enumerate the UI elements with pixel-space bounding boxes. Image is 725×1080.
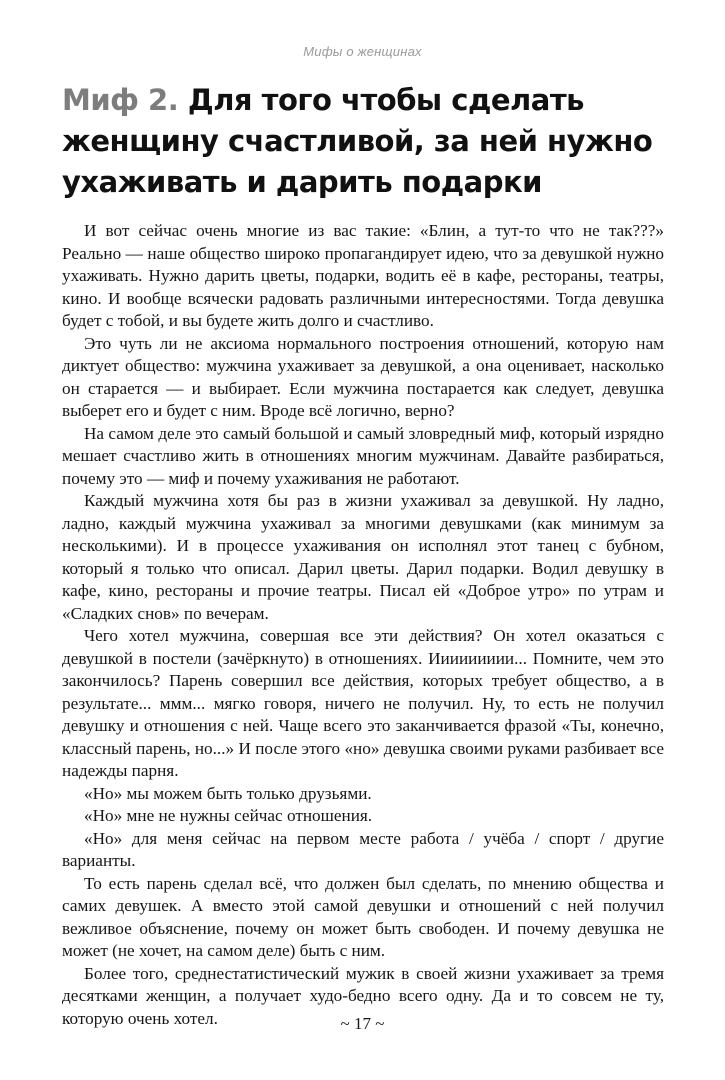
running-header: Мифы о женщинах: [303, 44, 422, 59]
paragraph: То есть парень сделал всё, что должен был сделать, по мнению общества и самих девушек. А вместо этой самой девушки и отношений с ней получил вежливое объяснение, почему он может быть свободен. И почему девушка не может (не хочет, на самом деле) быть с ним.: [62, 873, 664, 960]
paragraph: Каждый мужчина хотя бы раз в жизни ухаживал за девушкой. Ну ладно, ладно, каждый мужчина ухаживал за многими девушками (как минимум за несколькими). И в процессе ухаживания он исполнял этот танец с бубном, который я только что описал. Дарил цветы. Дарил подарки. Водил девушку в кафе, кино, рестораны и прочие театры. Писал ей «Доброе утро» по утрам и «Сладких снов» по вечерам.: [62, 491, 664, 623]
paragraph: Это чуть ли не аксиома нормального построения отношений, которую нам диктует общество: мужчина ухаживает за девушкой, а она оценивает, насколько он старается — и выбирает. Если мужчина постарается как следует, девушка выберет его и будет с ним. Вроде всё логично, верно?: [62, 333, 664, 420]
paragraph: «Но» мне не нужны сейчас отношения.: [84, 806, 373, 825]
myth-label: Миф 2.: [62, 83, 179, 117]
body-text: [62, 220, 664, 1030]
paragraph: «Но» для меня сейчас на первом месте работа / учёба / спорт / другие варианты.: [62, 828, 664, 870]
paragraph: Чего хотел мужчина, совершая все эти действия? Он хотел оказаться с девушкой в постели (зачёркнуто) в отношениях. Иииииииии... Помните, чем это закончилось? Парень совершил все действия, которых требует общество, а в результате... ммм... мягко говоря, ничего не получил. Ну, то есть не получил девушку и отношения с ней. Чаще всего это заканчивается фразой «Ты, конечно, классный парень, но...» И после этого «но» девушка своими руками разбивает все надежды парня.: [62, 626, 664, 780]
paragraph: На самом деле это самый большой и самый зловредный миф, который изрядно мешает счастливо жить в отношениях многим мужчинам. Давайте разбираться, почему это — миф и почему ухаживания не работают.: [62, 423, 664, 488]
paragraph: И вот сейчас очень многие из вас такие: «Блин, а тут-то что не так???» Реально — наше общество широко пропагандирует идею, что за девушкой нужно ухаживать. Нужно дарить цветы, подарки, водить её в кафе, рестораны, театры, кино. И вообще всячески радовать различными интересностями. Тогда девушка будет с тобой, и вы будете жить долго и счастливо.: [62, 221, 664, 330]
chapter-heading: [62, 80, 682, 203]
paragraph: «Но» мы можем быть только друзьями.: [84, 783, 372, 803]
page-number: ~ 17 ~: [340, 1014, 385, 1033]
paragraph: Более того, среднестатистический мужик в своей жизни ухаживает за тремя десятками женщин, а получает худо-бедно всего одну. Да и то совсем не ту, которую очень хотел.: [62, 963, 664, 1028]
myth-title: Для того чтобы сделать женщину счастливой, за ней нужно ухаживать и дарить подарки: [62, 83, 653, 199]
